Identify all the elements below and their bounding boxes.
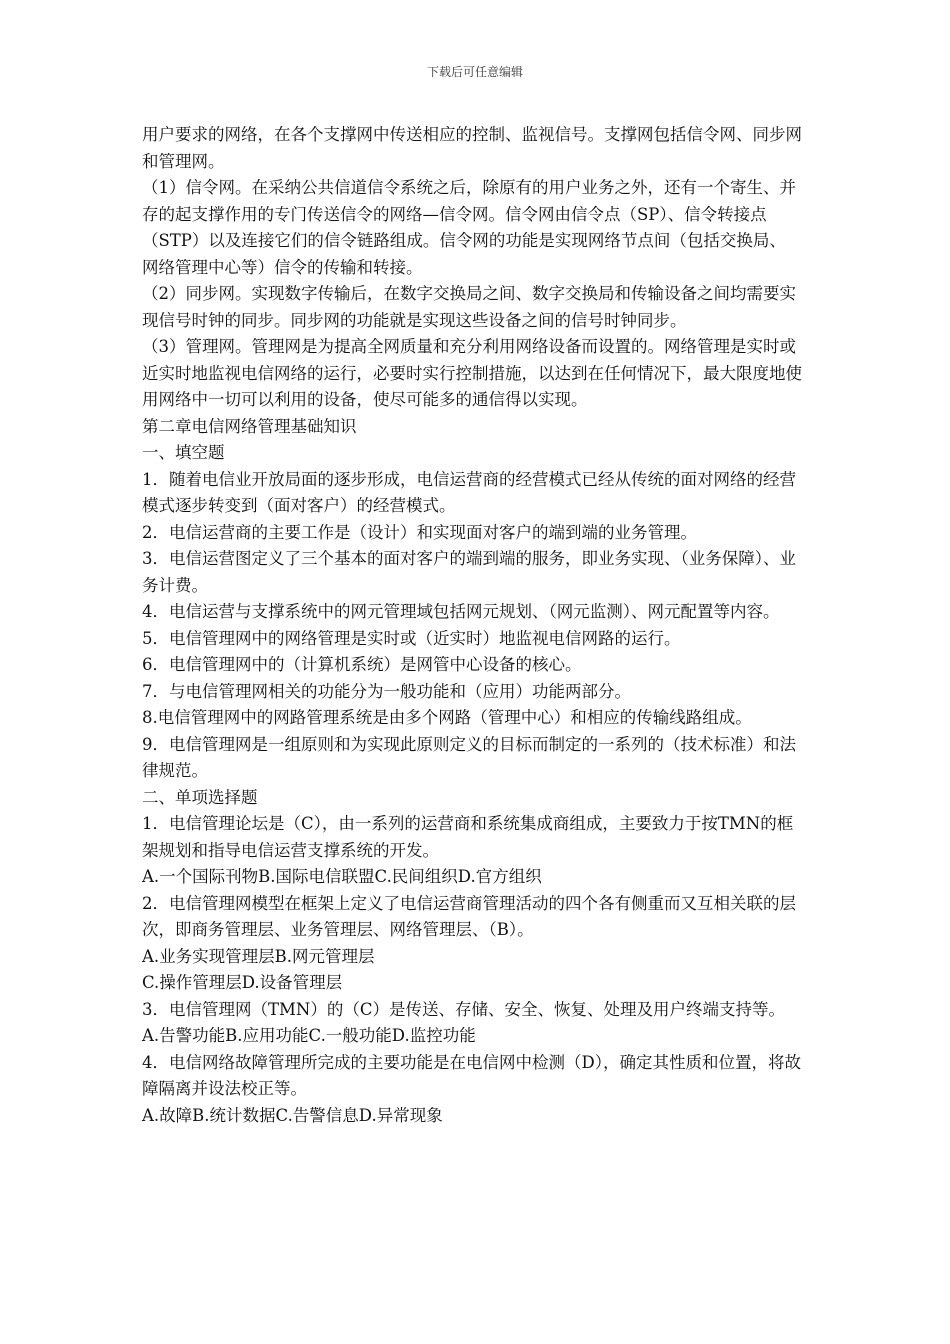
paragraph-support-network-intro: 用户要求的网络，在各个支撑网中传送相应的控制、监视信号。支撑网包括信令网、同步网和管理网。 <box>142 125 802 171</box>
question-fill-7: 7．与电信管理网相关的功能分为一般功能和（应用）功能两部分。 <box>142 681 631 701</box>
question-choice-1: 1．电信管理论坛是（C），由一系列的运营商和系统集成商组成，主要致力于按TMN的框架规划和指导电信运营支撑系统的开发。 <box>142 814 794 860</box>
paragraph-management-network: （3）管理网。管理网是为提高全网质量和充分利用网络设备而设置的。网络管理是实时或近实时地监视电信网络的运行，必要时实行控制措施，以达到在任何情况下，最大限度地使用网络中一切可以利用的设备，使尽可能多的通信得以实现。 <box>142 337 802 409</box>
question-choice-3-options: A.告警功能B.应用功能C.一般功能D.监控功能 <box>142 1026 476 1045</box>
paragraph-sync-network: （2）同步网。实现数字传输后，在数字交换局之间、数字交换局和传输设备之间均需要实现信号时钟的同步。同步网的功能就是实现这些设备之间的信号时钟同步。 <box>142 284 796 330</box>
chapter-heading: 第二章电信网络管理基础知识 <box>142 416 357 436</box>
paragraph-signaling-network: （1）信令网。在采纳公共信道信令系统之后，除原有的用户业务之外，还有一个寄生、并存的起支撑作用的专门传送信令的网络—信令网。信令网由信令点（SP）、信令转接点（STP）以及连接它们的信令链路组成。信令网的功能是实现网络节点间（包括交换局、网络管理中心等）信令的传输和转接。 <box>142 178 796 277</box>
section-heading-fill-in: 一、填空题 <box>142 443 225 462</box>
question-choice-4-options: A.故障B.统计数据C.告警信息D.异常现象 <box>142 1105 443 1125</box>
question-choice-1-options: A.一个国际刊物B.国际电信联盟C.民间组织D.官方组织 <box>142 867 542 886</box>
question-choice-2-options-b: C.操作管理层D.设备管理层 <box>142 973 343 992</box>
document-body <box>142 122 802 1129</box>
question-fill-2: 2．电信运营商的主要工作是（设计）和实现面对客户的端到端的业务管理。 <box>142 522 697 542</box>
question-choice-3: 3．电信管理网（TMN）的（C）是传送、存储、安全、恢复、处理及用户终端支持等。 <box>142 999 785 1019</box>
question-choice-4: 4．电信网络故障管理所完成的主要功能是在电信网中检测（D），确定其性质和位置，将故障隔离并设法校正等。 <box>142 1052 801 1098</box>
question-fill-5: 5．电信管理网中的网络管理是实时或（近实时）地监视电信网路的运行。 <box>142 628 681 648</box>
question-fill-4: 4．电信运营与支撑系统中的网元管理域包括网元规划、（网元监测）、网元配置等内容。 <box>142 602 780 621</box>
question-fill-6: 6．电信管理网中的（计算机系统）是网管中心设备的核心。 <box>142 655 582 674</box>
question-fill-3: 3．电信运营图定义了三个基本的面对客户的端到端的服务，即业务实现、（业务保障）、业务计费。 <box>142 549 796 595</box>
page-header: 下载后可任意编辑 <box>426 65 523 79</box>
question-choice-2: 2．电信管理网模型在框架上定义了电信运营商管理活动的四个各有侧重而又互相关联的层次，即商务管理层、业务管理层、网络管理层、（B）。 <box>142 893 796 939</box>
question-choice-2-options-a: A.业务实现管理层B.网元管理层 <box>142 946 375 966</box>
question-fill-8: 8.电信管理网中的网路管理系统是由多个网路（管理中心）和相应的传输线路组成。 <box>142 708 752 727</box>
section-heading-single-choice: 二、单项选择题 <box>142 787 258 807</box>
question-fill-9: 9．电信管理网是一组原则和为实现此原则定义的目标而制定的一系列的（技术标准）和法律规范。 <box>142 734 796 780</box>
question-fill-1: 1．随着电信业开放局面的逐步形成，电信运营商的经营模式已经从传统的面对网络的经营模式逐步转变到（面对客户）的经营模式。 <box>142 469 796 515</box>
